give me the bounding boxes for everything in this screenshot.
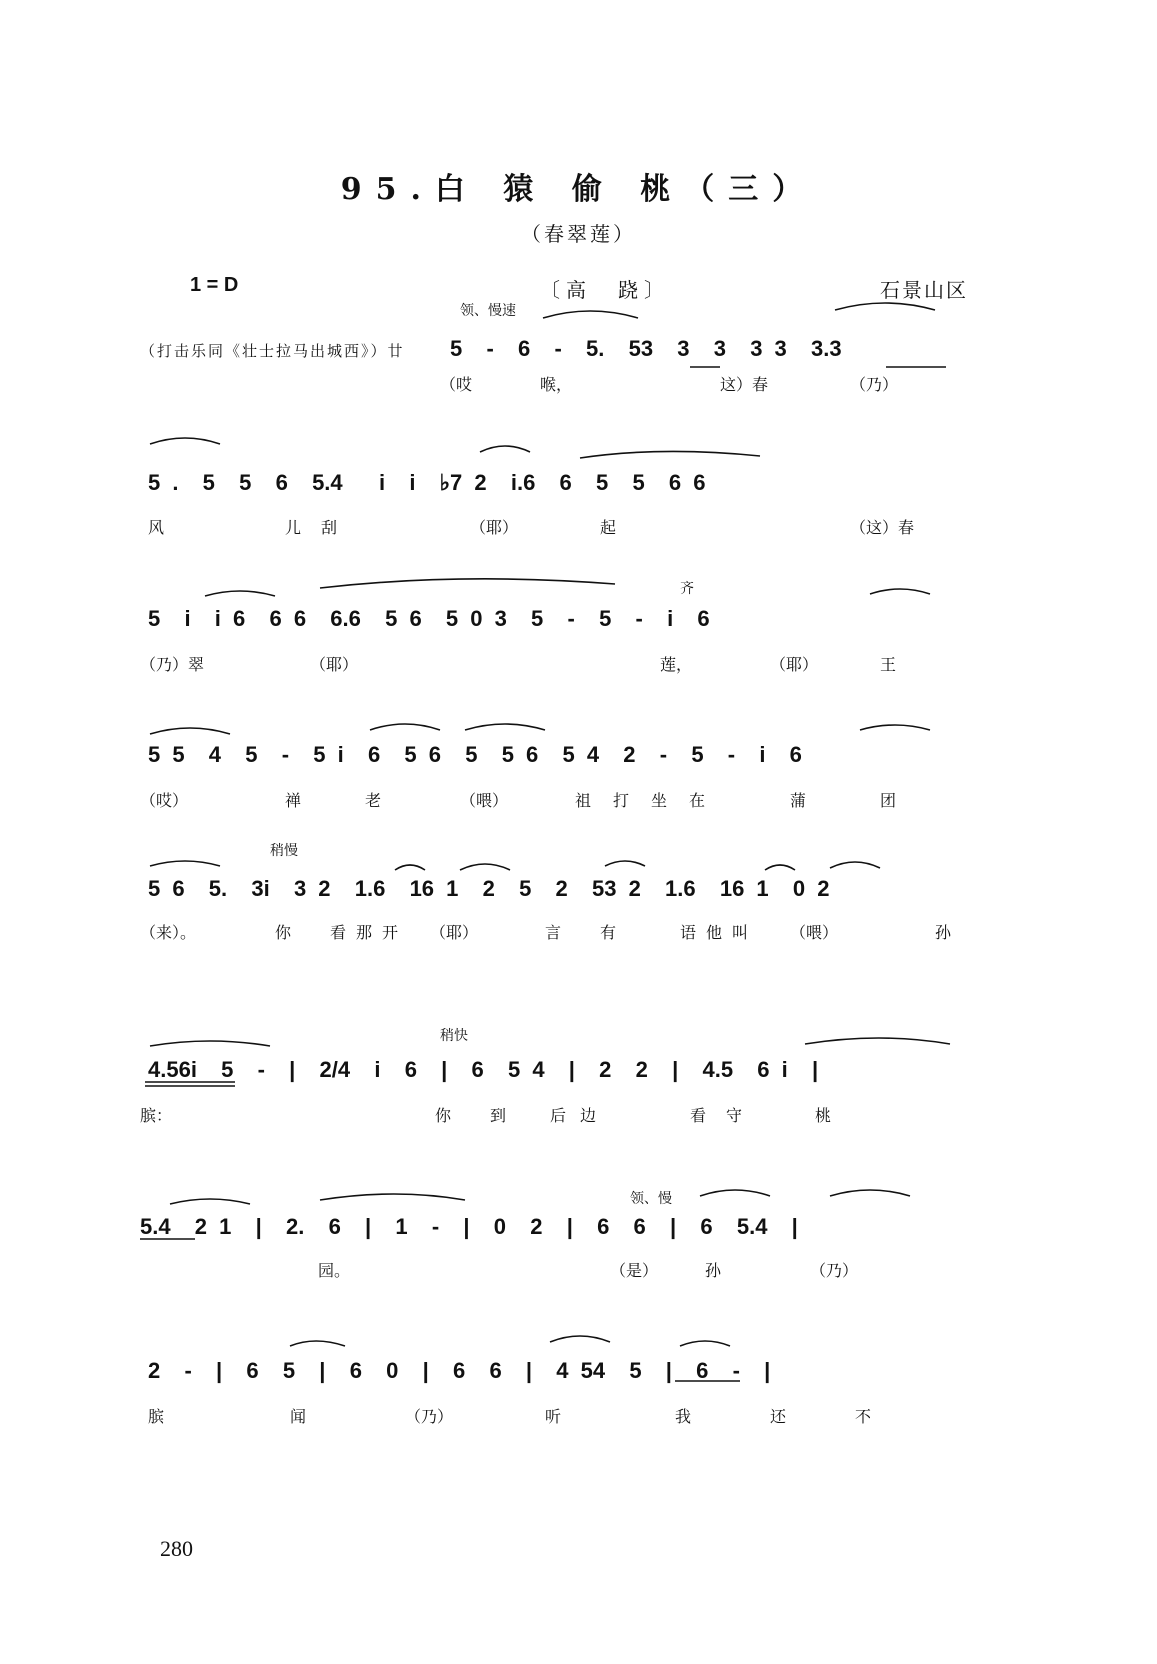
lyric-3: 孙 — [705, 1261, 722, 1280]
lyric-2: 禅 — [285, 791, 302, 810]
lyric-3: 看那开 — [330, 923, 409, 942]
tempo-direction: 领、慢速 — [460, 303, 516, 319]
tempo-direction: 稍快 — [440, 1028, 468, 1044]
page-number: 280 — [160, 1536, 193, 1561]
line-prefix: （打击乐同《壮士拉马出城西》）廿 — [140, 342, 405, 360]
lyric-1: 风 — [148, 518, 165, 537]
lyric-4: （乃） — [810, 1261, 859, 1280]
lyric-4: 听 — [545, 1407, 562, 1426]
lyric-1: （哎） — [140, 791, 189, 810]
lyric-6: 有 — [600, 923, 617, 942]
lyric-3: （乃） — [405, 1407, 454, 1426]
lyric-9: 孙 — [935, 923, 952, 942]
notation-line: 4.56i 5 - | 2/4 i 6 | 6 5 4 | 2 2 | 4.5 6 i | — [148, 1057, 819, 1082]
lyric-7: 团 — [880, 791, 897, 810]
lyric-4: （喂） — [460, 791, 509, 810]
lyric-2: （是） — [610, 1261, 659, 1280]
lyric-6: 还 — [770, 1407, 787, 1426]
lyric-2: 你 — [435, 1106, 452, 1125]
key-signature: 1 = D — [190, 274, 239, 296]
tune-name: 〔高 跷〕 — [540, 278, 670, 302]
lyric-1: （哎 — [440, 375, 473, 394]
page-title: 95.白 猿 偷 桃（三） — [340, 172, 817, 207]
notation-line: 5 6 5. 3i 3 2 1.6 16 1 2 5 2 53 2 1.6 16 1 0 2 — [148, 876, 830, 901]
lyric-3: （耶） — [470, 518, 519, 537]
lyric-5: 看守 — [690, 1106, 763, 1125]
lyric-1: 园。 — [318, 1261, 351, 1280]
lyric-6: 蒲 — [790, 791, 807, 810]
lyric-3: 这）春 — [720, 375, 769, 394]
lyric-4: 后边 — [550, 1106, 611, 1125]
page-subtitle: （春翠莲） — [521, 222, 636, 246]
notation-line: 5 5 4 5 - 5 i 6 5 6 5 5 6 5 4 2 - 5 - i 6 — [148, 742, 802, 767]
lyric-4: （耶） — [430, 923, 479, 942]
tempo-direction: 领、慢 — [630, 1191, 672, 1207]
lyric-5: （这）春 — [850, 518, 915, 537]
lyric-3: 老 — [365, 791, 382, 810]
lyric-4: （耶） — [770, 655, 819, 674]
notation-line: 5 . 5 5 6 5.4 i i ♭7 2 i.6 6 5 5 6 6 — [148, 470, 706, 495]
notation-line: 5.4 2 1 | 2. 6 | 1 - | 0 2 | 6 6 | 6 5.4 | — [140, 1214, 798, 1239]
lyric-3: 莲， — [660, 655, 693, 674]
lyric-7: 不 — [855, 1407, 872, 1426]
lyric-5: 祖打坐在 — [575, 791, 728, 810]
tempo-direction: 齐 — [680, 581, 694, 597]
lyric-2: 闻 — [290, 1407, 307, 1426]
lyric-1: 膑 — [148, 1407, 165, 1426]
lyric-4: （乃） — [850, 375, 899, 394]
notation-line: 5 i i 6 6 6 6.6 5 6 5 0 3 5 - 5 - i 6 — [148, 606, 710, 631]
notation-line: 5 - 6 - 5. 53 3 3 3 3 3.3 — [450, 336, 842, 361]
lyric-4: 起 — [600, 518, 617, 537]
lyric-5: 言 — [545, 923, 562, 942]
lyric-5: 我 — [675, 1407, 692, 1426]
lyric-8: （喂） — [790, 923, 839, 942]
lyric-5: 王 — [880, 655, 897, 674]
lyric-2: （耶） — [310, 655, 359, 674]
lyric-2: 你 — [275, 923, 292, 942]
tempo-direction: 稍慢 — [270, 843, 298, 859]
notation-line: 2 - | 6 5 | 6 0 | 6 6 | 4 54 5 | 6 - | — [148, 1358, 771, 1383]
lyric-1: （来）。 — [140, 923, 197, 942]
lyric-6: 桃 — [815, 1106, 832, 1125]
lyric-1: 膑： — [140, 1106, 173, 1125]
lyric-2: 喉， — [540, 375, 573, 394]
lyric-3: 到 — [490, 1106, 507, 1125]
region-name: 石景山区 — [880, 278, 968, 302]
lyric-7: 语他叫 — [680, 923, 759, 942]
lyric-2: 儿刮 — [285, 518, 358, 537]
lyric-1: （乃）翠 — [140, 655, 205, 674]
